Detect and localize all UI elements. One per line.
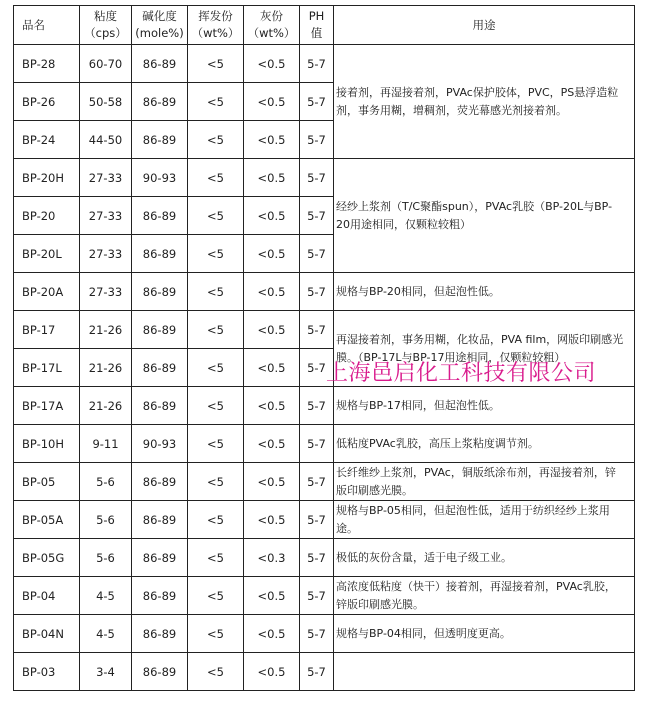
cell-name: BP-28 (14, 45, 80, 83)
cell-ph: 5-7 (300, 653, 334, 691)
cell-ash: <0.5 (244, 387, 300, 425)
cell-alkali: 86-89 (132, 615, 188, 653)
cell-ph: 5-7 (300, 311, 334, 349)
cell-ph: 5-7 (300, 197, 334, 235)
cell-ash: <0.5 (244, 121, 300, 159)
cell-name: BP-04 (14, 577, 80, 615)
cell-ph: 5-7 (300, 463, 334, 501)
cell-name: BP-20 (14, 197, 80, 235)
cell-usage (334, 615, 635, 653)
cell-viscosity: 4-5 (80, 615, 132, 653)
watermark-text: 上海邑启化工科技有限公司 (326, 361, 597, 386)
cell-usage (334, 539, 635, 577)
table-row (14, 311, 635, 349)
cell-name: BP-05G (14, 539, 80, 577)
cell-usage (334, 577, 635, 615)
cell-name: BP-17A (14, 387, 80, 425)
cell-name: BP-04N (14, 615, 80, 653)
cell-ph: 5-7 (300, 159, 334, 197)
table-row (14, 653, 635, 691)
cell-usage (334, 463, 635, 501)
cell-alkali: 90-93 (132, 425, 188, 463)
cell-usage (334, 501, 635, 539)
cell-name: BP-10H (14, 425, 80, 463)
cell-viscosity: 44-50 (80, 121, 132, 159)
cell-name: BP-20H (14, 159, 80, 197)
cell-viscosity: 5-6 (80, 539, 132, 577)
cell-viscosity: 5-6 (80, 501, 132, 539)
header-ph: PH值 (300, 6, 334, 45)
cell-ph: 5-7 (300, 615, 334, 653)
cell-alkali: 86-89 (132, 577, 188, 615)
cell-alkali: 86-89 (132, 349, 188, 387)
cell-ash: <0.5 (244, 425, 300, 463)
cell-alkali: 86-89 (132, 653, 188, 691)
usage-line: 规格与BP-05相同，但起泡性低，适用于纺织经纱上浆用 (336, 503, 610, 517)
usage-line: 高浓度低粘度（快干）接着剂，再湿接着剂，PVAc乳胶， (336, 579, 616, 593)
cell-viscosity: 21-26 (80, 311, 132, 349)
cell-name: BP-05A (14, 501, 80, 539)
cell-ph: 5-7 (300, 121, 334, 159)
table-row (14, 539, 635, 577)
usage-line: 低粘度PVAc乳胶，高压上浆粘度调节剂。 (336, 436, 539, 450)
cell-alkali: 86-89 (132, 463, 188, 501)
cell-ph: 5-7 (300, 501, 334, 539)
cell-ph: 5-7 (300, 539, 334, 577)
cell-viscosity: 5-6 (80, 463, 132, 501)
header-usage: 用途 (334, 6, 635, 45)
cell-usage (334, 653, 635, 691)
table-row (14, 501, 635, 539)
usage-line: 再湿接着剂，事务用糊，化妆品，PVA film，网版印刷感光 (336, 332, 624, 346)
table-row (14, 159, 635, 197)
cell-name: BP-20L (14, 235, 80, 273)
header-viscosity: 粘度 （cps） (80, 6, 132, 45)
cell-alkali: 86-89 (132, 539, 188, 577)
cell-ash: <0.5 (244, 653, 300, 691)
cell-name: BP-05 (14, 463, 80, 501)
usage-line: 长纤维纱上浆剂，PVAc，铜版纸涂布剂，再湿接着剂，锌 (336, 465, 616, 479)
product-spec-table (13, 5, 635, 691)
cell-alkali: 86-89 (132, 501, 188, 539)
cell-alkali: 86-89 (132, 121, 188, 159)
cell-viscosity: 3-4 (80, 653, 132, 691)
cell-volatile: <5 (188, 121, 244, 159)
cell-volatile: <5 (188, 45, 244, 83)
cell-ash: <0.5 (244, 83, 300, 121)
cell-viscosity: 27-33 (80, 235, 132, 273)
usage-line: 途。 (336, 521, 358, 535)
cell-ash: <0.5 (244, 197, 300, 235)
cell-volatile: <5 (188, 463, 244, 501)
cell-usage (334, 387, 635, 425)
cell-viscosity: 27-33 (80, 197, 132, 235)
cell-viscosity: 50-58 (80, 83, 132, 121)
cell-alkali: 86-89 (132, 83, 188, 121)
cell-ash: <0.5 (244, 349, 300, 387)
cell-alkali: 86-89 (132, 197, 188, 235)
cell-viscosity: 27-33 (80, 273, 132, 311)
cell-viscosity: 27-33 (80, 159, 132, 197)
cell-volatile: <5 (188, 577, 244, 615)
cell-name: BP-03 (14, 653, 80, 691)
cell-viscosity: 60-70 (80, 45, 132, 83)
usage-line: 版印刷感光膜。 (336, 483, 413, 497)
cell-ph: 5-7 (300, 349, 334, 387)
cell-ash: <0.5 (244, 501, 300, 539)
cell-volatile: <5 (188, 387, 244, 425)
cell-alkali: 86-89 (132, 311, 188, 349)
cell-name: BP-17 (14, 311, 80, 349)
table-row (14, 387, 635, 425)
cell-alkali: 86-89 (132, 273, 188, 311)
header-alkali: 碱化度 (mole%) (132, 6, 188, 45)
cell-volatile: <5 (188, 197, 244, 235)
cell-volatile: <5 (188, 539, 244, 577)
cell-viscosity: 21-26 (80, 349, 132, 387)
usage-line: 规格与BP-04相同，但透明度更高。 (336, 626, 511, 640)
cell-volatile: <5 (188, 501, 244, 539)
cell-volatile: <5 (188, 615, 244, 653)
usage-line: 规格与BP-17相同，但起泡性低。 (336, 398, 500, 412)
usage-line: 剂，事务用糊，增稠剂，荧光幕感光剂接着剂。 (336, 103, 567, 117)
cell-usage (334, 159, 635, 273)
cell-ph: 5-7 (300, 387, 334, 425)
cell-viscosity: 21-26 (80, 387, 132, 425)
cell-name: BP-20A (14, 273, 80, 311)
cell-usage (334, 45, 635, 159)
usage-line: 接着剂，再湿接着剂，PVAc保护胶体，PVC，PS悬浮造粒 (336, 85, 619, 99)
usage-line: 锌版印刷感光膜。 (336, 597, 424, 611)
cell-ash: <0.5 (244, 463, 300, 501)
cell-name: BP-24 (14, 121, 80, 159)
usage-line: 20用途相同，仅颗粒较粗） (336, 217, 471, 231)
cell-alkali: 86-89 (132, 235, 188, 273)
cell-volatile: <5 (188, 311, 244, 349)
table-row (14, 425, 635, 463)
cell-name: BP-26 (14, 83, 80, 121)
table-row (14, 463, 635, 501)
cell-ph: 5-7 (300, 45, 334, 83)
table-row (14, 45, 635, 83)
cell-ash: <0.5 (244, 273, 300, 311)
header-name: 品名 (14, 6, 80, 45)
cell-volatile: <5 (188, 83, 244, 121)
table-row (14, 273, 635, 311)
cell-ash: <0.5 (244, 159, 300, 197)
cell-ash: <0.5 (244, 577, 300, 615)
cell-ash: <0.5 (244, 235, 300, 273)
cell-ash: <0.5 (244, 615, 300, 653)
cell-ash: <0.5 (244, 45, 300, 83)
cell-volatile: <5 (188, 425, 244, 463)
cell-volatile: <5 (188, 159, 244, 197)
table-row (14, 615, 635, 653)
header-ash: 灰份 （wt%） (244, 6, 300, 45)
cell-usage (334, 273, 635, 311)
cell-alkali: 86-89 (132, 387, 188, 425)
cell-alkali: 90-93 (132, 159, 188, 197)
cell-ash: <0.5 (244, 311, 300, 349)
usage-line: 规格与BP-20相同，但起泡性低。 (336, 284, 500, 298)
cell-viscosity: 4-5 (80, 577, 132, 615)
cell-volatile: <5 (188, 653, 244, 691)
cell-ph: 5-7 (300, 83, 334, 121)
table-header-row (14, 6, 635, 45)
cell-volatile: <5 (188, 235, 244, 273)
usage-line: 膜。（BP-17L与BP-17用途相同，仅颗粒较粗） (336, 350, 566, 364)
cell-ph: 5-7 (300, 425, 334, 463)
table-row (14, 577, 635, 615)
usage-line: 极低的灰份含量，适于电子级工业。 (336, 550, 512, 564)
cell-usage (334, 425, 635, 463)
cell-ph: 5-7 (300, 577, 334, 615)
cell-name: BP-17L (14, 349, 80, 387)
cell-alkali: 86-89 (132, 45, 188, 83)
cell-ash: <0.3 (244, 539, 300, 577)
header-volatile: 挥发份 （wt%） (188, 6, 244, 45)
cell-ph: 5-7 (300, 273, 334, 311)
cell-volatile: <5 (188, 349, 244, 387)
usage-line: 经纱上浆剂（T/C聚酯spun），PVAc乳胶（BP-20L与BP- (336, 199, 613, 213)
cell-viscosity: 9-11 (80, 425, 132, 463)
cell-volatile: <5 (188, 273, 244, 311)
cell-ph: 5-7 (300, 235, 334, 273)
